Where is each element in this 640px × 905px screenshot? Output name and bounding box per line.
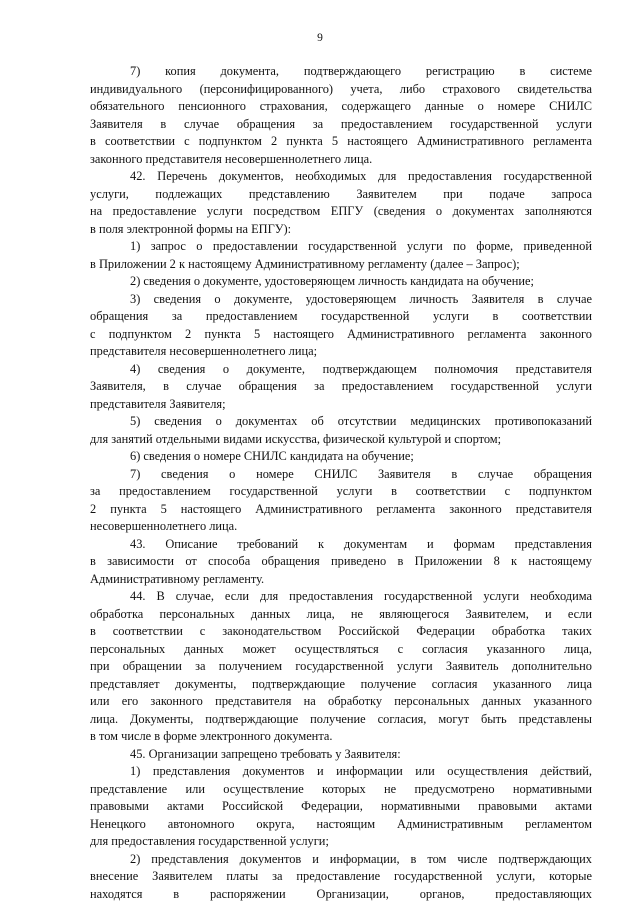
text-line: обязательного пенсионного страхования, содержащего данные о номере СНИЛС	[90, 99, 592, 113]
text-line: правовыми актами Российской Федерации, нормативными правовыми актами	[90, 799, 592, 813]
text-line: индивидуального (персонифицированного) учета, либо страхового свидетельства	[90, 81, 592, 96]
text-line: в том числе в форме электронного документа.	[90, 729, 333, 743]
text-line: представителя несовершеннолетнего лица;	[90, 344, 318, 358]
text-line: 7) сведения о номере СНИЛС Заявителя в случае обращения	[130, 466, 592, 481]
text-line: законного представителя несовершеннолетнего лица.	[90, 151, 373, 166]
text-line: обработка персональных данных лица, не являющегося Заявителем, и если	[90, 606, 592, 621]
text-line: Ненецкого автономного округа, настоящим Административным регламентом	[90, 816, 592, 831]
text-line: для предоставления государственной услуги;	[90, 834, 329, 848]
text-line: лица. Документы, подтверждающие получение согласия, могут быть представлены	[90, 711, 592, 726]
text-line: в Приложении 2 к настоящему Административному регламенту (далее – Запрос);	[90, 256, 520, 271]
text-line: 43. Описание требований к документам и формам представления	[130, 536, 592, 551]
text-line: 2) представления документов и информации, в том числе подтверждающих	[130, 851, 592, 866]
text-line: обращения за предоставлением государственной услуги в соответствии	[90, 309, 592, 323]
text-line: в поля электронной формы на ЕПГУ):	[90, 221, 292, 236]
text-line: 42. Перечень документов, необходимых для предоставления государственной	[130, 169, 592, 183]
text-line: за предоставлением государственной услуги в соответствии с подпунктом	[90, 484, 592, 498]
text-line: при обращении за получением государственной услуги Заявитель дополнительно	[90, 659, 592, 673]
text-line: 44. В случае, если для предоставления государственной услуги необходима	[130, 589, 592, 603]
text-line: Заявителя в случае обращения за предоставлением государственной услуги	[90, 116, 592, 131]
text-line: с подпунктом 2 пункта 5 настоящего Административного регламента законного	[90, 326, 592, 341]
text-line: находятся в распоряжении Организации, органов, предоставляющих	[90, 886, 592, 901]
text-line: 1) запрос о предоставлении государственной услуги по форме, приведенной	[130, 239, 592, 253]
text-line: в зависимости от способа обращения приведено в Приложении 8 к настоящему	[90, 554, 592, 568]
text-line: 2) сведения о документе, удостоверяющем личность кандидата на обучение;	[130, 274, 534, 288]
page-number: 9	[317, 32, 323, 44]
text-line: 2 пункта 5 настоящего Административного регламента законного представителя	[90, 501, 592, 516]
text-line: представителя Заявителя;	[90, 396, 226, 411]
text-line: 6) сведения о номере СНИЛС кандидата на обучение;	[130, 449, 414, 463]
text-line: в соответствии с подпунктом 2 пункта 5 настоящего Административного регламента	[90, 134, 592, 148]
text-line: 4) сведения о документе, подтверждающем полномочия представителя	[130, 361, 592, 376]
text-line: Заявителя, в случае обращения за предоставлением государственной услуги	[90, 379, 592, 393]
text-line: 5) сведения о документах об отсутствии медицинских противопоказаний	[130, 414, 592, 428]
text-line: 3) сведения о документе, удостоверяющем личность Заявителя в случае	[130, 291, 592, 306]
text-line: для занятий отдельными видами искусства, физической культурой и спортом;	[90, 431, 502, 446]
text-line: Административному регламенту.	[90, 571, 265, 586]
text-line: 45. Организации запрещено требовать у Заявителя:	[130, 746, 401, 761]
text-line: услуги, подлежащих представлению Заявителем при подаче запроса	[90, 186, 592, 201]
text-line: представляет документы, подтверждающие получение согласия указанного лица	[90, 676, 592, 691]
text-line: несовершеннолетнего лица.	[90, 519, 238, 533]
document-body	[90, 63, 592, 903]
text-line: представление или осуществление которых не предусмотрено нормативными	[90, 781, 592, 796]
text-line: в соответствии с законодательством Российской Федерации обработка таких	[90, 624, 592, 638]
text-line: 7) копия документа, подтверждающего регистрацию в системе	[130, 64, 592, 78]
text-line: внесение Заявителем платы за предоставление государственной услуги, которые	[90, 869, 592, 883]
text-line: или его законного представителя на обработку персональных данных указанного	[90, 694, 592, 708]
text-line: персональных данных может осуществляться с согласия указанного лица,	[90, 641, 592, 656]
text-line: на предоставление услуги посредством ЕПГУ (сведения о документах заполняются	[90, 204, 592, 218]
text-line: 1) представления документов и информации или осуществления действий,	[130, 764, 592, 778]
